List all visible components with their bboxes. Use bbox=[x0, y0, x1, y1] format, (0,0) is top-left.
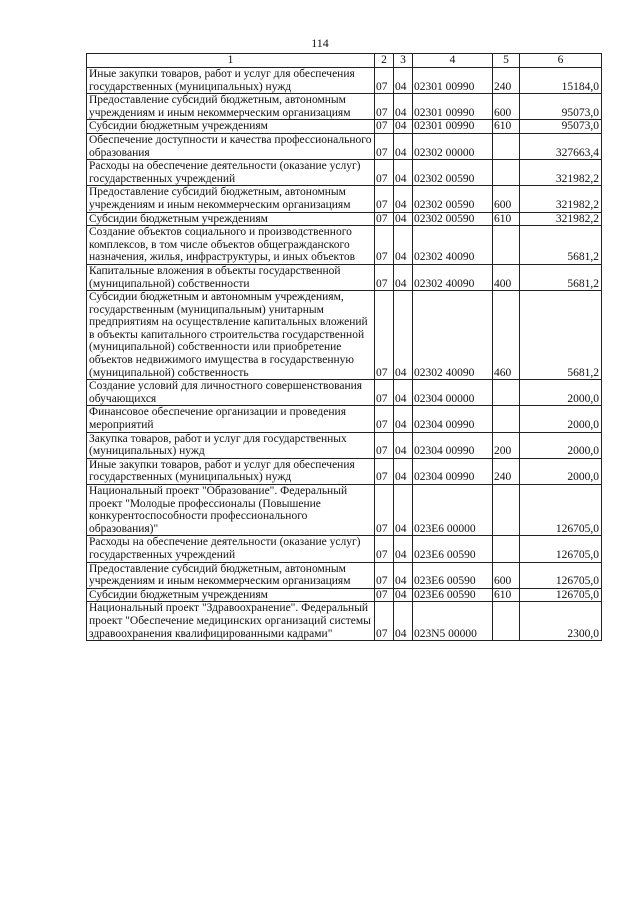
budget-table bbox=[86, 53, 602, 641]
cell-subsection: 04 bbox=[394, 186, 413, 212]
cell-amount: 5681,2 bbox=[520, 264, 602, 290]
cell-amount: 2000,0 bbox=[520, 380, 602, 406]
cell-amount: 95073,0 bbox=[520, 94, 602, 120]
cell-section: 07 bbox=[375, 602, 394, 641]
cell-section: 07 bbox=[375, 536, 394, 562]
column-header: 3 bbox=[394, 54, 413, 68]
cell-subsection: 04 bbox=[394, 406, 413, 432]
cell-amount: 15184,0 bbox=[520, 68, 602, 94]
cell-section: 07 bbox=[375, 380, 394, 406]
cell-expense-type: 600 bbox=[493, 562, 520, 588]
table-row bbox=[87, 212, 602, 226]
table-row bbox=[87, 432, 602, 458]
cell-name: Расходы на обеспечение деятельности (оказание услуг) государственных учреждений bbox=[87, 160, 375, 186]
cell-expense-type: 240 bbox=[493, 458, 520, 484]
cell-target-article: 02302 00000 bbox=[413, 133, 493, 159]
cell-amount: 2000,0 bbox=[520, 432, 602, 458]
cell-target-article: 023E6 00590 bbox=[413, 562, 493, 588]
cell-name: Предоставление субсидий бюджетным, автономным учреждениям и иным некоммерческим организациям bbox=[87, 562, 375, 588]
cell-expense-type: 610 bbox=[493, 588, 520, 602]
table-row bbox=[87, 120, 602, 134]
cell-amount: 95073,0 bbox=[520, 120, 602, 134]
cell-target-article: 02302 00590 bbox=[413, 186, 493, 212]
table-row bbox=[87, 602, 602, 641]
cell-subsection: 04 bbox=[394, 94, 413, 120]
cell-section: 07 bbox=[375, 264, 394, 290]
column-header: 5 bbox=[493, 54, 520, 68]
cell-target-article: 02302 00590 bbox=[413, 212, 493, 226]
cell-amount: 5681,2 bbox=[520, 291, 602, 380]
cell-expense-type: 600 bbox=[493, 94, 520, 120]
cell-subsection: 04 bbox=[394, 380, 413, 406]
cell-section: 07 bbox=[375, 120, 394, 134]
cell-amount: 327663,4 bbox=[520, 133, 602, 159]
cell-subsection: 04 bbox=[394, 562, 413, 588]
cell-section: 07 bbox=[375, 588, 394, 602]
cell-target-article: 02304 00990 bbox=[413, 406, 493, 432]
cell-name: Обеспечение доступности и качества профессионального образования bbox=[87, 133, 375, 159]
cell-amount: 126705,0 bbox=[520, 562, 602, 588]
table-row bbox=[87, 562, 602, 588]
cell-expense-type: 610 bbox=[493, 212, 520, 226]
cell-target-article: 02304 00990 bbox=[413, 432, 493, 458]
cell-expense-type bbox=[493, 536, 520, 562]
cell-section: 07 bbox=[375, 406, 394, 432]
cell-expense-type bbox=[493, 406, 520, 432]
cell-subsection: 04 bbox=[394, 160, 413, 186]
cell-expense-type: 200 bbox=[493, 432, 520, 458]
table-row bbox=[87, 458, 602, 484]
cell-section: 07 bbox=[375, 291, 394, 380]
table-row bbox=[87, 264, 602, 290]
column-header: 4 bbox=[413, 54, 493, 68]
cell-amount: 126705,0 bbox=[520, 536, 602, 562]
cell-name: Финансовое обеспечение организации и проведения мероприятий bbox=[87, 406, 375, 432]
cell-expense-type bbox=[493, 226, 520, 265]
cell-expense-type: 600 bbox=[493, 186, 520, 212]
cell-target-article: 02302 00590 bbox=[413, 160, 493, 186]
cell-section: 07 bbox=[375, 133, 394, 159]
cell-subsection: 04 bbox=[394, 432, 413, 458]
cell-expense-type: 460 bbox=[493, 291, 520, 380]
table-row bbox=[87, 133, 602, 159]
cell-amount: 5681,2 bbox=[520, 226, 602, 265]
cell-amount: 126705,0 bbox=[520, 588, 602, 602]
cell-target-article: 02301 00990 bbox=[413, 68, 493, 94]
cell-expense-type: 400 bbox=[493, 264, 520, 290]
cell-name: Национальный проект "Образование". Федеральный проект "Молодые профессионалы (Повышение конкурентоспособности профессионального образования)" bbox=[87, 485, 375, 536]
cell-name: Закупка товаров, работ и услуг для государственных (муниципальных) нужд bbox=[87, 432, 375, 458]
cell-target-article: 02301 00990 bbox=[413, 94, 493, 120]
cell-name: Субсидии бюджетным учреждениям bbox=[87, 212, 375, 226]
cell-name: Субсидии бюджетным учреждениям bbox=[87, 120, 375, 134]
cell-expense-type bbox=[493, 133, 520, 159]
cell-subsection: 04 bbox=[394, 485, 413, 536]
cell-section: 07 bbox=[375, 68, 394, 94]
cell-target-article: 02302 40090 bbox=[413, 226, 493, 265]
cell-section: 07 bbox=[375, 160, 394, 186]
table-row bbox=[87, 160, 602, 186]
cell-name: Иные закупки товаров, работ и услуг для обеспечения государственных (муниципальных) нужд bbox=[87, 458, 375, 484]
table-row bbox=[87, 588, 602, 602]
cell-target-article: 02304 00000 bbox=[413, 380, 493, 406]
cell-section: 07 bbox=[375, 212, 394, 226]
column-header: 2 bbox=[375, 54, 394, 68]
cell-name: Субсидии бюджетным учреждениям bbox=[87, 588, 375, 602]
table-row bbox=[87, 291, 602, 380]
cell-subsection: 04 bbox=[394, 536, 413, 562]
table-row bbox=[87, 406, 602, 432]
cell-target-article: 023E6 00590 bbox=[413, 588, 493, 602]
cell-expense-type bbox=[493, 602, 520, 641]
cell-subsection: 04 bbox=[394, 120, 413, 134]
table-row bbox=[87, 485, 602, 536]
table-row bbox=[87, 94, 602, 120]
cell-section: 07 bbox=[375, 226, 394, 265]
column-header: 6 bbox=[520, 54, 602, 68]
cell-target-article: 02302 40090 bbox=[413, 264, 493, 290]
cell-name: Национальный проект "Здравоохранение". Федеральный проект "Обеспечение медицинских организаций системы здравоохранения квалифицированными кадрами" bbox=[87, 602, 375, 641]
table-row bbox=[87, 68, 602, 94]
cell-name: Создание объектов социального и производственного комплексов, в том числе объектов общегражданского назначения, жилья, инфраструктуры, и иных объектов bbox=[87, 226, 375, 265]
cell-amount: 321982,2 bbox=[520, 212, 602, 226]
table-row bbox=[87, 186, 602, 212]
cell-amount: 2300,0 bbox=[520, 602, 602, 641]
cell-section: 07 bbox=[375, 562, 394, 588]
cell-target-article: 023E6 00000 bbox=[413, 485, 493, 536]
cell-name: Расходы на обеспечение деятельности (оказание услуг) государственных учреждений bbox=[87, 536, 375, 562]
cell-name: Предоставление субсидий бюджетным, автономным учреждениям и иным некоммерческим организациям bbox=[87, 186, 375, 212]
cell-section: 07 bbox=[375, 94, 394, 120]
table-row bbox=[87, 226, 602, 265]
cell-subsection: 04 bbox=[394, 588, 413, 602]
cell-expense-type: 610 bbox=[493, 120, 520, 134]
cell-expense-type: 240 bbox=[493, 68, 520, 94]
cell-amount: 2000,0 bbox=[520, 458, 602, 484]
cell-subsection: 04 bbox=[394, 458, 413, 484]
cell-amount: 321982,2 bbox=[520, 160, 602, 186]
cell-name: Капитальные вложения в объекты государственной (муниципальной) собственности bbox=[87, 264, 375, 290]
cell-subsection: 04 bbox=[394, 291, 413, 380]
cell-name: Иные закупки товаров, работ и услуг для обеспечения государственных (муниципальных) нужд bbox=[87, 68, 375, 94]
cell-name: Предоставление субсидий бюджетным, автономным учреждениям и иным некоммерческим организациям bbox=[87, 94, 375, 120]
cell-section: 07 bbox=[375, 458, 394, 484]
cell-subsection: 04 bbox=[394, 68, 413, 94]
cell-target-article: 02302 40090 bbox=[413, 291, 493, 380]
cell-amount: 321982,2 bbox=[520, 186, 602, 212]
cell-section: 07 bbox=[375, 432, 394, 458]
budget-table-body bbox=[87, 54, 602, 641]
cell-subsection: 04 bbox=[394, 226, 413, 265]
table-header-row bbox=[87, 54, 602, 68]
column-header: 1 bbox=[87, 54, 375, 68]
cell-subsection: 04 bbox=[394, 212, 413, 226]
cell-subsection: 04 bbox=[394, 264, 413, 290]
cell-section: 07 bbox=[375, 485, 394, 536]
cell-amount: 126705,0 bbox=[520, 485, 602, 536]
cell-expense-type bbox=[493, 160, 520, 186]
cell-name: Создание условий для личностного совершенствования обучающихся bbox=[87, 380, 375, 406]
cell-amount: 2000,0 bbox=[520, 406, 602, 432]
cell-target-article: 023N5 00000 bbox=[413, 602, 493, 641]
cell-subsection: 04 bbox=[394, 602, 413, 641]
table-row bbox=[87, 536, 602, 562]
cell-target-article: 023E6 00590 bbox=[413, 536, 493, 562]
table-row bbox=[87, 380, 602, 406]
cell-expense-type bbox=[493, 485, 520, 536]
cell-name: Субсидии бюджетным и автономным учреждениям, государственным (муниципальным) унитарным предприятиям на осуществление капитальных вложений в объекты капитального строительства государственной (муниципальной) собственности или приобретение объектов недвижимого имущества в государственную (муниципальной) собственность bbox=[87, 291, 375, 380]
cell-target-article: 02301 00990 bbox=[413, 120, 493, 134]
cell-subsection: 04 bbox=[394, 133, 413, 159]
cell-expense-type bbox=[493, 380, 520, 406]
cell-target-article: 02304 00990 bbox=[413, 458, 493, 484]
page-number: 114 bbox=[311, 36, 329, 50]
cell-section: 07 bbox=[375, 186, 394, 212]
